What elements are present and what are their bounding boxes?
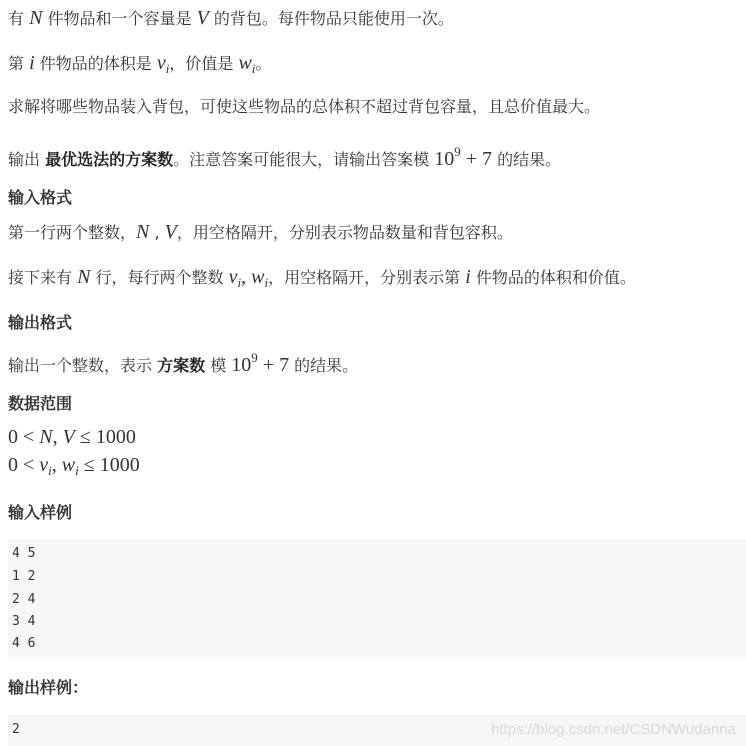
code-line: 4 5 [12,546,36,561]
var-w: w [251,266,265,288]
input-format-line-1: 第一行两个整数，N , V，用空格隔开，分别表示物品数量和背包容积。 [8,221,513,243]
code-line: 2 4 [12,592,36,607]
input-format-line-2: 接下来有 N 行，每行两个整数 $v_i$, $w_i$，用空格隔开，分别表示第 i 件物品的体积和价值。 [8,266,636,290]
var-v: v [156,52,166,74]
code-line: 1 2 [12,569,36,584]
var-N: N [29,7,43,29]
modulus-exp: 9 [454,144,461,159]
range-line-1: 0 < N, V ≤ 1000 [8,426,136,448]
output-format-line-1: 输出一个整数，表示 方案数 模 $10^9 + 7$ 的结果。 [8,350,359,376]
desc-line-2: 第 i 件物品的体积是 $v_i$，价值是 $w_i$。 [8,52,272,76]
output-format-heading: 输出格式 [8,313,73,332]
bold-text: 方案数 [157,356,206,375]
desc-line-4: 输出 最优选法的方案数。注意答案可能很大，请输出答案模 $10^9 + 7$ 的结果。 [8,144,562,170]
var-V: V [196,7,209,29]
code-line: 2 [12,722,20,737]
sample-input-heading: 输入样例 [8,503,73,522]
range-heading: 数据范围 [8,394,73,413]
sample-output-heading: 输出样例： [8,678,89,697]
var-i: i [29,52,35,74]
desc-line-3: 求解将哪些物品装入背包，可使这些物品的总体积不超过背包容量，且总价值最大。 [8,97,601,116]
range-line-2: $0 < v_i$, $w_i \le 1000$ [8,454,140,478]
watermark: https://blog.csdn.net/CSDNWudanna [491,721,736,738]
var-N: N [136,221,150,243]
var-i: i [465,266,471,288]
modulus-base: 10 [434,148,455,170]
modulus-exp: 9 [251,350,258,365]
code-line: 4 6 [12,636,36,651]
input-format-heading: 输入格式 [8,188,73,207]
var-w: w [238,52,252,74]
var-v: v [228,266,238,288]
code-line: 3 4 [12,614,36,629]
var-N: N [77,266,91,288]
var-V: V [164,221,177,243]
desc-line-1: 有 N 件物品和一个容量是 V 的背包。每件物品只能使用一次。 [8,7,454,29]
bold-text: 最优选法的方案数 [45,150,174,169]
sample-input-block [8,540,746,657]
modulus-base: 10 [231,354,252,376]
